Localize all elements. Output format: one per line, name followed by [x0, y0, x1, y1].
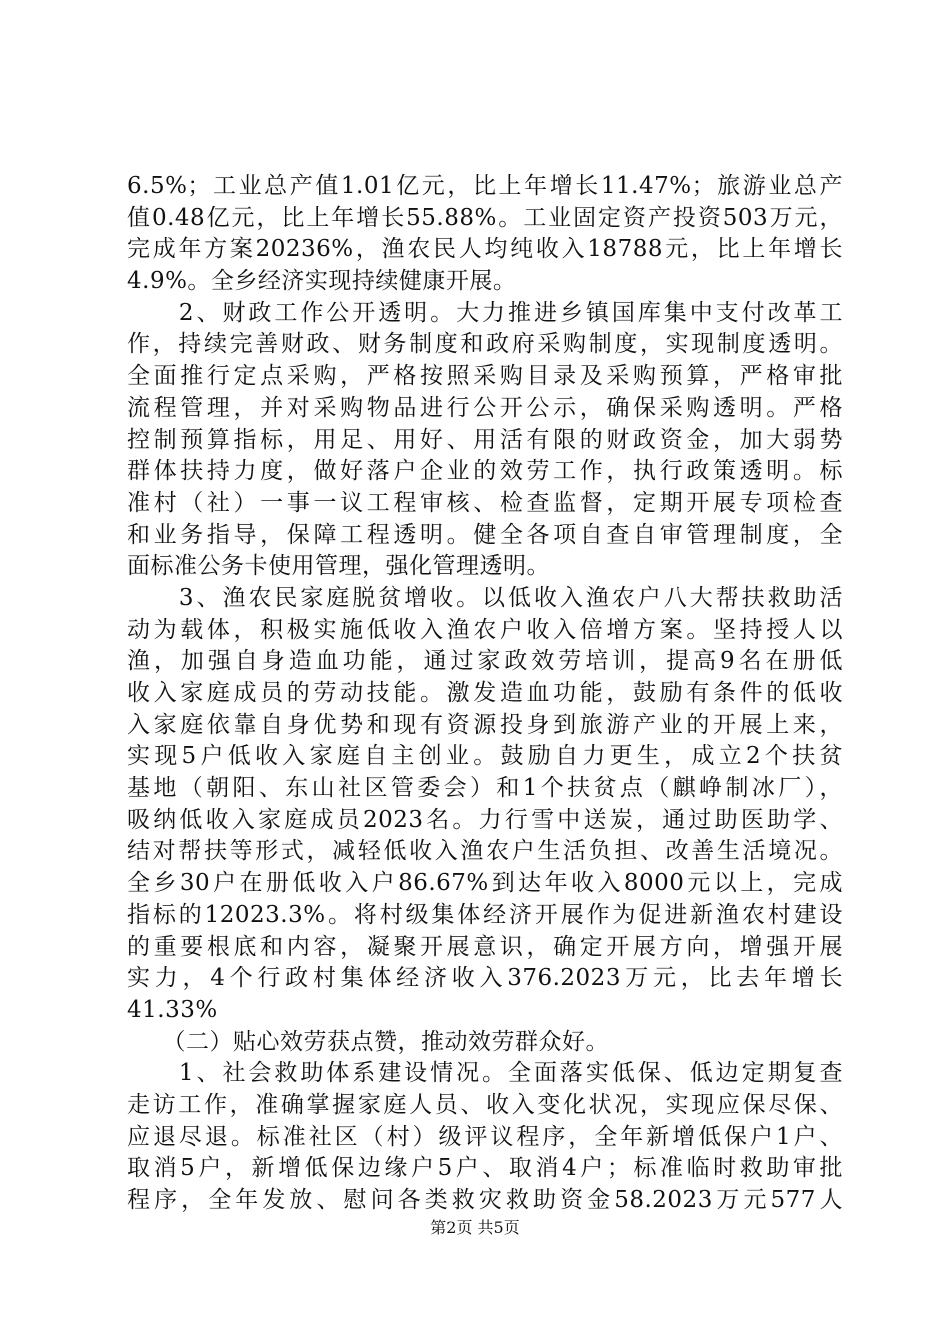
text-line-17: 收入家庭成员的劳动技能。激发造血功能，鼓励有条件的低收: [127, 680, 843, 706]
text-line-9: 控制预算指标，用足、用好、用活有限的财政资金，加大弱势: [127, 426, 843, 453]
text-line-1: 6.5%；工业总产值1.01亿元，比上年增长11.47%；旅游业总产: [127, 173, 843, 199]
text-line-8: 流程管理，并对采购物品进行公开公示，确保采购透明。严格: [127, 394, 843, 421]
text-line-29: 1、社会救助体系建设情况。全面落实低保、低边定期复查: [127, 1060, 843, 1087]
section-heading: （二）贴心效劳获点赞，推动效劳群众好。: [127, 1028, 609, 1055]
document-body: [127, 171, 843, 1217]
text-line-4: 4.9%。全乡经济实现持续健康开展。: [127, 268, 517, 295]
text-line-25: 的重要根底和内容，凝聚开展意识，确定开展方向，增强开展: [127, 933, 843, 960]
text-line-31: 应退尽退。标准社区（村）级评议程序，全年新增低保户1户、: [127, 1123, 843, 1150]
text-line-12: 和业务指导，保障工程透明。健全各项自查自审管理制度，全: [127, 521, 843, 548]
page-number-footer: 第2页 共5页: [430, 1218, 520, 1237]
text-line-7: 全面推行定点采购，严格按照采购目录及采购预算，严格审批: [127, 363, 843, 390]
text-line-23: 全乡30户在册低收入户86.67%到达年收入8000元以上，完成: [127, 870, 843, 897]
text-line-24: 指标的12023.3%。将村级集体经济开展作为促进新渔农村建设: [127, 901, 843, 928]
text-line-15: 动为载体，积极实施低收入渔农户收入倍增方案。坚持授人以: [127, 616, 843, 643]
text-line-32: 取消5户，新增低保边缘户5户、取消4户；标准临时救助审批: [127, 1155, 843, 1182]
text-line-20: 基地（朝阳、东山社区管委会）和1个扶贫点（麒峥制冰厂），: [127, 775, 843, 802]
text-line-30: 走访工作，准确掌握家庭人员、收入变化状况，实现应保尽保、: [127, 1091, 843, 1118]
text-line-22: 结对帮扶等形式，减轻低收入渔农户生活负担、改善生活境况。: [127, 838, 843, 865]
text-line-5: 2、财政工作公开透明。大力推进乡镇国库集中支付改革工: [127, 299, 843, 326]
text-line-13: 面标准公务卡使用管理，强化管理透明。: [127, 553, 550, 580]
text-line-19: 实现5户低收入家庭自主创业。鼓励自力更生，成立2个扶贫: [127, 743, 843, 770]
text-line-16: 渔，加强自身造血功能，通过家政效劳培训，提高9名在册低: [127, 648, 843, 675]
text-line-27: 41.33%: [127, 996, 218, 1023]
text-line-33: 程序，全年发放、慰问各类救灾救助资金58.2023万元577人: [127, 1187, 843, 1213]
text-line-6: 作，持续完善财政、财务制度和政府采购制度，实现制度透明。: [127, 331, 843, 358]
text-line-14: 3、渔农民家庭脱贫增收。以低收入渔农户八大帮扶救助活: [127, 584, 843, 611]
text-line-10: 群体扶持力度，做好落户企业的效劳工作，执行政策透明。标: [127, 458, 843, 485]
text-line-26: 实力，4个行政村集体经济收入376.2023万元，比去年增长: [127, 965, 843, 992]
text-line-3: 完成年方案20236%，渔农民人均纯收入18788元，比上年增长: [127, 236, 843, 263]
text-line-18: 入家庭依靠自身优势和现有资源投身到旅游产业的开展上来，: [127, 711, 843, 738]
text-line-2: 值0.48亿元，比上年增长55.88%。工业固定资产投资503万元，: [127, 204, 843, 231]
text-line-21: 吸纳低收入家庭成员2023名。力行雪中送炭，通过助医助学、: [127, 806, 843, 833]
text-line-11: 准村（社）一事一议工程审核、检查监督，定期开展专项检查: [127, 489, 843, 516]
